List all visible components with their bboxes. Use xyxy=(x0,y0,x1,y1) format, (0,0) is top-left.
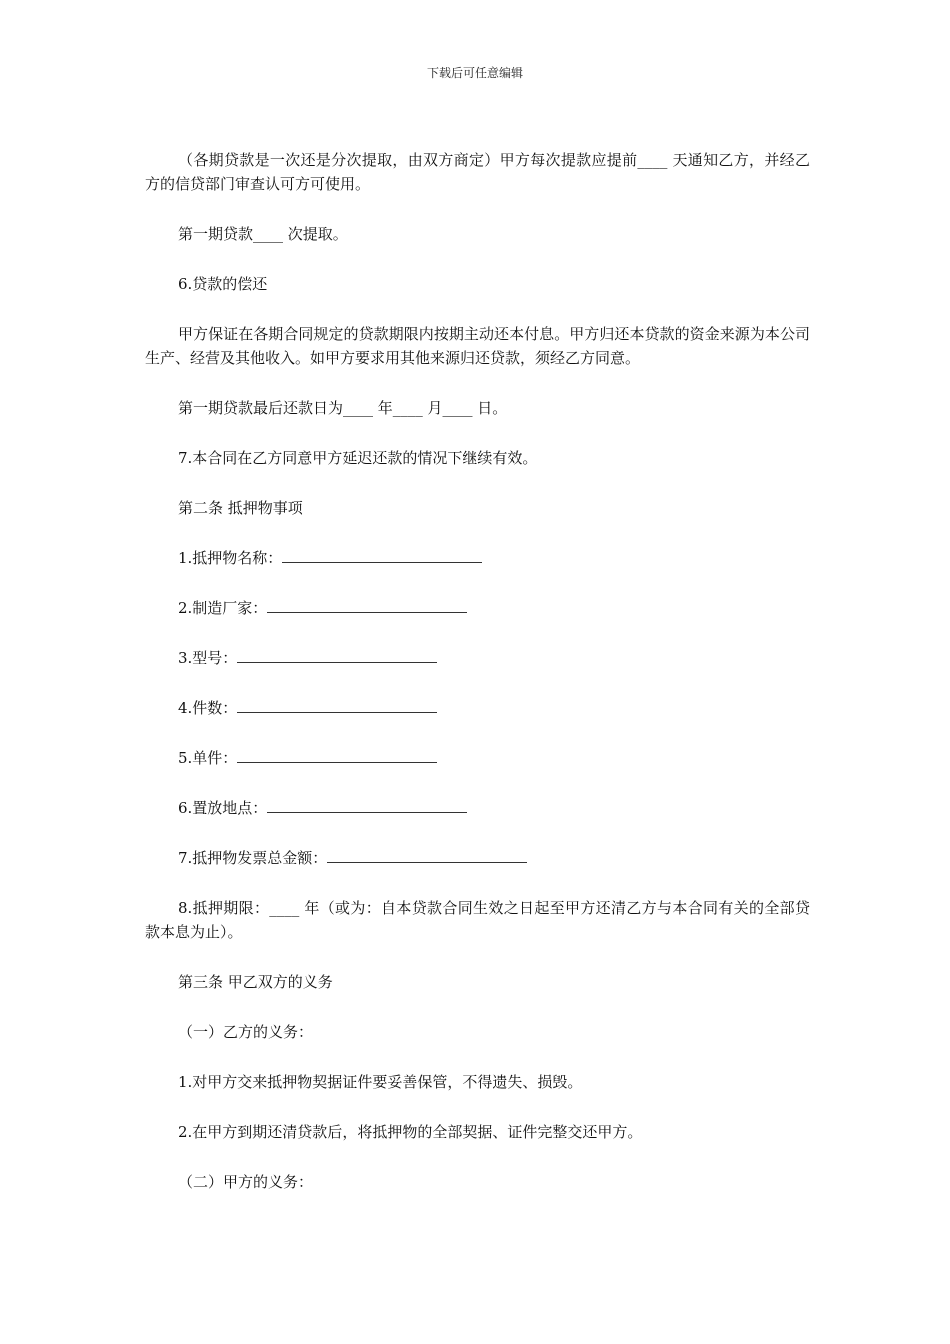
field-invoice-total xyxy=(145,846,810,870)
blank-line xyxy=(237,647,437,663)
subsection-party-a-duties: （二）甲方的义务： xyxy=(178,1173,314,1191)
paragraph-final-repayment-date: 第一期贷款最后还款日为____ 年____ 月____ 日。 xyxy=(178,399,508,417)
blank-line xyxy=(267,597,467,613)
blank-line xyxy=(237,747,437,763)
document-body xyxy=(145,148,810,1220)
field-label: 4.件数： xyxy=(178,699,238,717)
paragraph-contract-validity: 7.本合同在乙方同意甲方延迟还款的情况下继续有效。 xyxy=(178,449,538,467)
subsection-party-b-duties: （一）乙方的义务： xyxy=(178,1023,314,1041)
field-label: 1.抵押物名称： xyxy=(178,549,283,567)
field-manufacturer xyxy=(145,596,810,620)
field-label: 6.置放地点： xyxy=(178,799,268,817)
paragraph-party-b-duty-1: 1.对甲方交来抵押物契据证件要妥善保管，不得遗失、损毁。 xyxy=(178,1073,583,1091)
field-quantity xyxy=(145,696,810,720)
paragraph-mortgage-term: 8.抵押期限：____ 年（或为：自本贷款合同生效之日起至甲方还清乙方与本合同有关的全部贷款本息为止）。 xyxy=(145,899,810,941)
field-label: 2.制造厂家： xyxy=(178,599,268,617)
field-label: 3.型号： xyxy=(178,649,238,667)
field-collateral-name xyxy=(145,546,810,570)
paragraph-repayment-guarantee: 甲方保证在各期合同规定的贷款期限内按期主动还本付息。甲方归还本贷款的资金来源为本公司生产、经营及其他收入。如甲方要求用其他来源归还贷款，须经乙方同意。 xyxy=(145,325,810,367)
paragraph-party-b-duty-2: 2.在甲方到期还清贷款后，将抵押物的全部契据、证件完整交还甲方。 xyxy=(178,1123,643,1141)
field-label: 7.抵押物发票总金额： xyxy=(178,849,328,867)
blank-line xyxy=(282,547,482,563)
paragraph-first-loan-draws: 第一期贷款____ 次提取。 xyxy=(178,225,348,243)
page-header: 下载后可任意编辑 xyxy=(426,66,523,80)
article-two-heading: 第二条 抵押物事项 xyxy=(178,499,303,517)
blank-line xyxy=(237,697,437,713)
field-unit xyxy=(145,746,810,770)
paragraph-loan-drawdown: （各期贷款是一次还是分次提取，由双方商定）甲方每次提款应提前____ 天通知乙方，并经乙方的信贷部门审查认可方可使用。 xyxy=(145,151,810,193)
section-loan-repayment: 6.贷款的偿还 xyxy=(178,275,268,293)
field-label: 5.单件： xyxy=(178,749,238,767)
field-model xyxy=(145,646,810,670)
blank-line xyxy=(327,847,527,863)
field-location xyxy=(145,796,810,820)
blank-line xyxy=(267,797,467,813)
article-three-heading: 第三条 甲乙双方的义务 xyxy=(178,973,333,991)
